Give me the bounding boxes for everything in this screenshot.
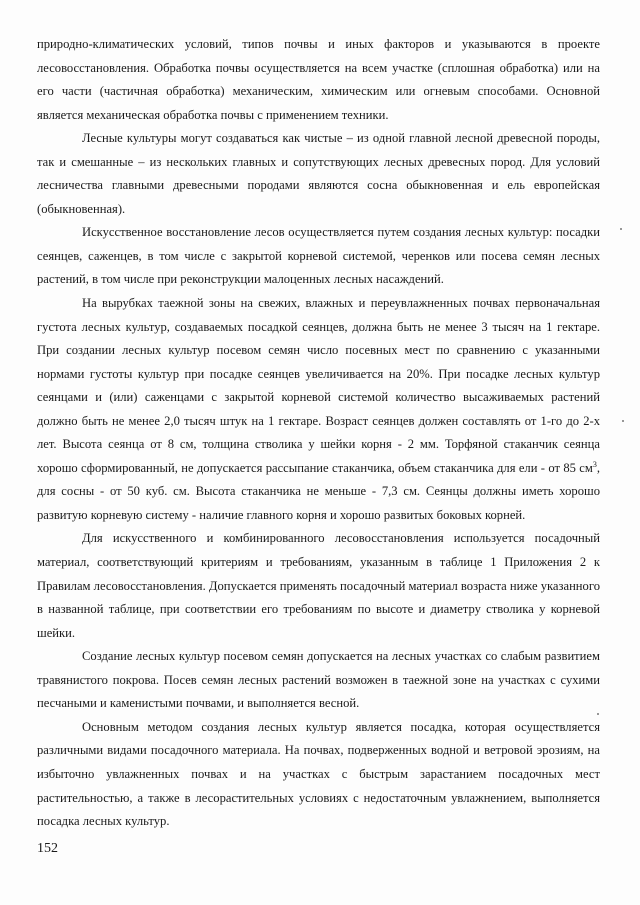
paragraph-soil-treatment: природно-климатических условий, типов почвы и иных факторов и указываются в проекте лесовосстановления. Обработка почвы осуществляется на всем участке (сплошная обработка) или на его части (частичная обработка) механическим, химическим или огневым способами. Основной является механическая обработка почвы с применением техники. — [37, 37, 600, 122]
unit-cubic-cm: см — [579, 460, 593, 475]
paragraph-forest-crops-types: Лесные культуры могут создаваться как чистые – из одной главной лесной древесной породы, так и смешанные – из нескольких главных и сопутствующих лесных древесных пород. Для условий лесничества главными древесными породами являются сосна обыкновенная и ель европейская (обыкновенная). — [37, 131, 600, 216]
paragraph-seed-sowing: Создание лесных культур посевом семян допускается на лесных участках со слабым развитием травянистого покрова. Посев семян лесных растений возможен в таежной зоне на участках с сухими песчаными и каменистыми почвами, и выполняется весной. — [37, 649, 600, 711]
unit-exponent: 3 — [592, 459, 597, 469]
scan-speck — [622, 420, 624, 422]
planting-density-text-continued: для сосны - от 50 куб. см. Высота стаканчика не меньше - 7,3 см. Сеянцы должны иметь хорошо развитую корневую систему - наличие главного корня и хорошо развитых боковых корней. — [37, 484, 600, 522]
paragraph-planting-method: Основным методом создания лесных культур является посадка, которая осуществляется различными видами посадочного материала. На почвах, подверженных водной и ветровой эрозиям, на избыточно увлажненных почвах и на участках с быстрым зарастанием посадочных мест растительностью, а также в лесорастительных условиях с недостаточным увлажнением, выполняется посадка лесных культур. — [37, 719, 600, 829]
scan-speck — [620, 228, 622, 230]
scan-speck — [597, 713, 599, 715]
page-number: 152 — [37, 841, 58, 856]
planting-density-text: На вырубках таежной зоны на свежих, влажных и переувлажненных почвах первоначальная густота лесных культур, создаваемых посадкой сеянцев, должна быть не менее 3 тысяч на 1 гектаре. При создании лесных культур посевом семян число посевных мест по сравнению с указанными нормами густоты культур при посадке сеянцев увеличивается на 20%. При посадке лесных культур сеянцами и (или) саженцами с закрытой корневой системой количество высаживаемых растений должно быть не менее 2,0 тысяч штук на 1 гектаре. Возраст сеянцев должен составлять от 1-го до 2-х лет. Высота сеянца от 8 см, толщина стволика у шейки корня - 2 мм. Торфяной стаканчик сеянца хорошо сформированный, не допускается рассыпание стаканчика, объем стаканчика для ели - от 85 — [37, 296, 600, 475]
unit-separator: , — [596, 460, 600, 475]
body-text — [37, 33, 600, 834]
paragraph-artificial-regeneration: Искусственное восстановление лесов осуществляется путем создания лесных культур: посадки сеянцев, саженцев, в том числе с закрытой корневой системой, черенков или посева семян лесных растений, в том числе при реконструкции малоценных лесных насаждений. — [37, 225, 600, 287]
paragraph-planting-density — [37, 292, 600, 527]
paragraph-planting-material: Для искусственного и комбинированного лесовосстановления используется посадочный материал, соответствующий критериям и требованиям, указанным в таблице 1 Приложения 2 к Правилам лесовосстановления. Допускается применять посадочный материал возраста ниже указанного в названной таблице, при соответствии его требованиям по высоте и диаметру стволика у корневой шейки. — [37, 531, 600, 640]
